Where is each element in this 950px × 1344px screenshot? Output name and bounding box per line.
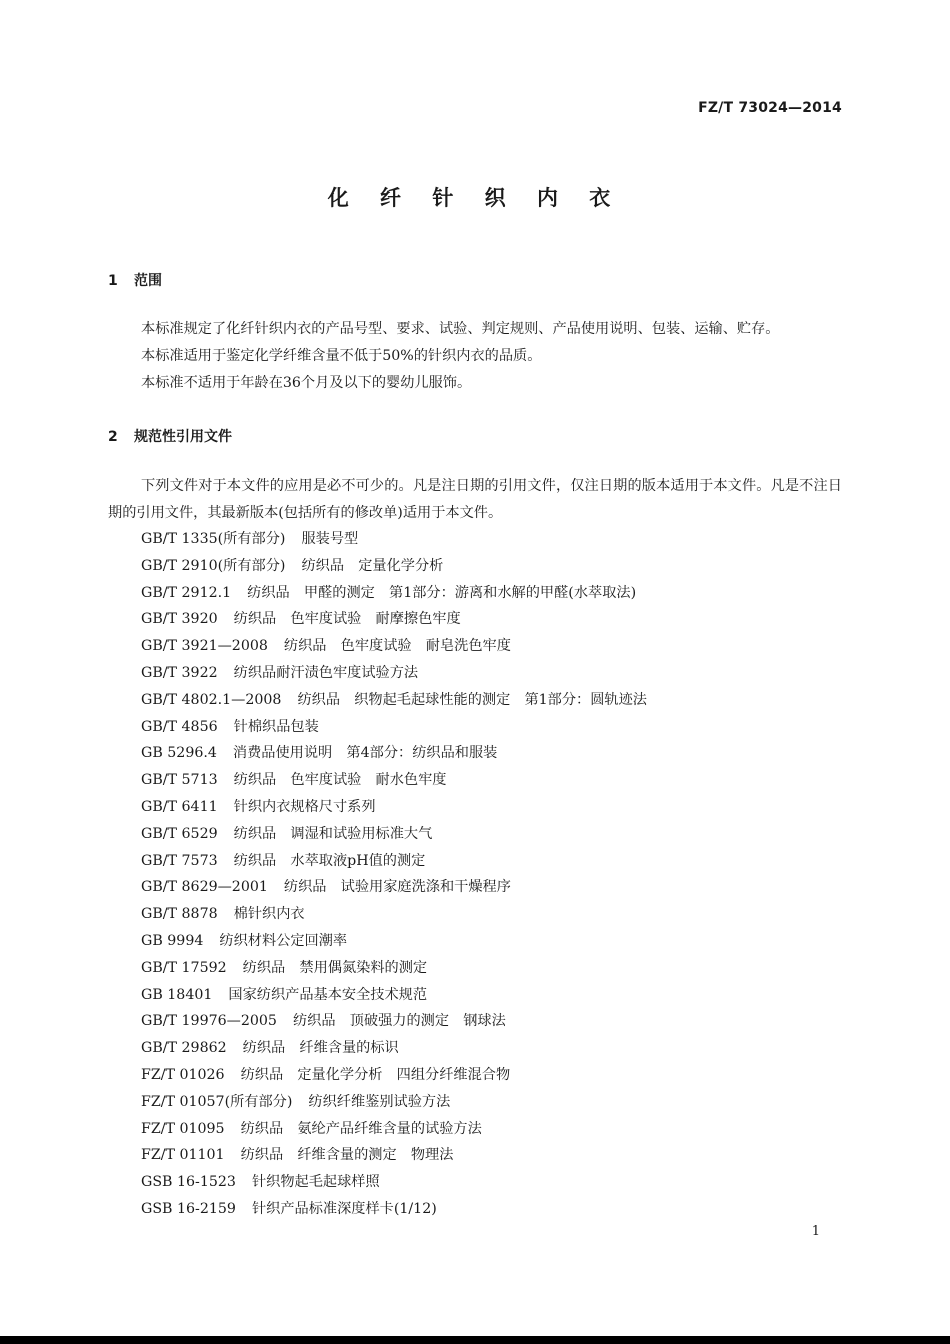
reference-item bbox=[141, 740, 647, 767]
reference-item bbox=[141, 955, 647, 982]
section-1-heading bbox=[108, 270, 162, 290]
reference-item bbox=[141, 848, 647, 875]
references-intro: 下列文件对于本文件的应用是必不可少的。凡是注日期的引用文件，仅注日期的版本适用于本文件。凡是不注日期的引用文件，其最新版本(包括所有的修改单)适用于本文件。 bbox=[108, 478, 842, 521]
reference-title: 纺织品 甲醛的测定 第1部分：游离和水解的甲醛(水萃取法) bbox=[247, 584, 637, 601]
reference-item bbox=[141, 687, 647, 714]
reference-item bbox=[141, 874, 647, 901]
reference-title: 服装号型 bbox=[301, 531, 359, 547]
reference-item bbox=[141, 1116, 647, 1143]
reference-title: 纺织品 试验用家庭洗涤和干燥程序 bbox=[283, 879, 511, 896]
reference-code: FZ/T 01026 bbox=[141, 1066, 225, 1083]
reference-item bbox=[141, 982, 647, 1009]
reference-item bbox=[141, 901, 647, 928]
reference-title: 纺织品 定量化学分析 四组分纤维混合物 bbox=[240, 1066, 511, 1083]
reference-code: FZ/T 01095 bbox=[141, 1120, 225, 1137]
reference-title: 纺织品耐汗渍色牢度试验方法 bbox=[233, 664, 419, 681]
reference-title: 纺织品 水萃取液pH值的测定 bbox=[233, 852, 426, 869]
reference-item bbox=[141, 1035, 647, 1062]
reference-code: GB/T 2912.1 bbox=[141, 584, 232, 601]
reference-item bbox=[141, 1169, 647, 1196]
reference-title: 纺织材料公定回潮率 bbox=[219, 932, 348, 949]
reference-title: 针棉织品包装 bbox=[233, 718, 319, 735]
reference-title: 纺织品 氨纶产品纤维含量的试验方法 bbox=[240, 1120, 482, 1137]
standard-code: FZ/T 73024—2014 bbox=[698, 100, 842, 116]
reference-item bbox=[141, 553, 647, 580]
reference-code: GB/T 19976—2005 bbox=[141, 1013, 277, 1030]
reference-code: GSB 16-1523 bbox=[141, 1174, 236, 1191]
reference-item bbox=[141, 580, 647, 607]
reference-code: GB/T 29862 bbox=[141, 1040, 227, 1057]
reference-title: 纺织品 禁用偶氮染料的测定 bbox=[242, 959, 428, 976]
reference-code: GB 9994 bbox=[141, 932, 204, 949]
reference-item bbox=[141, 1089, 647, 1116]
section-number: 1 bbox=[108, 273, 118, 289]
reference-title: 棉针织内衣 bbox=[233, 906, 305, 923]
reference-title: 针织内衣规格尺寸系列 bbox=[233, 798, 376, 815]
reference-list bbox=[141, 526, 647, 1223]
reference-item bbox=[141, 1142, 647, 1169]
reference-item bbox=[141, 928, 647, 955]
section-number: 2 bbox=[108, 429, 118, 445]
reference-code: GB/T 3921—2008 bbox=[141, 638, 268, 655]
bottom-edge-bar bbox=[0, 1336, 950, 1344]
section-title: 范围 bbox=[134, 273, 162, 289]
reference-code: GB/T 3922 bbox=[141, 664, 218, 681]
reference-code: GB/T 17592 bbox=[141, 959, 227, 976]
reference-code: GSB 16-2159 bbox=[141, 1200, 236, 1217]
reference-title: 纺织品 织物起毛起球性能的测定 第1部分：圆轨迹法 bbox=[297, 691, 647, 708]
reference-title: 纺织品 顶破强力的测定 钢球法 bbox=[292, 1013, 506, 1030]
reference-item bbox=[141, 526, 647, 553]
reference-title: 针织产品标准深度样卡(1/12) bbox=[251, 1200, 437, 1217]
reference-title: 纺织品 纤维含量的测定 物理法 bbox=[240, 1147, 454, 1164]
reference-title: 国家纺织产品基本安全技术规范 bbox=[228, 986, 428, 1003]
reference-code: GB/T 7573 bbox=[141, 852, 218, 869]
reference-item bbox=[141, 660, 647, 687]
reference-code: GB/T 6529 bbox=[141, 825, 218, 842]
section-2-heading bbox=[108, 426, 232, 446]
section-title: 规范性引用文件 bbox=[134, 429, 232, 445]
reference-title: 针织物起毛起球样照 bbox=[251, 1174, 380, 1191]
document-title: 化 纤 针 织 内 衣 bbox=[327, 186, 623, 210]
reference-item bbox=[141, 1062, 647, 1089]
reference-title: 消费品使用说明 第4部分：纺织品和服装 bbox=[232, 745, 498, 762]
reference-title: 纺织品 色牢度试验 耐皂洗色牢度 bbox=[283, 638, 511, 655]
reference-item bbox=[141, 767, 647, 794]
reference-item bbox=[141, 1196, 647, 1223]
reference-title: 纺织纤维鉴别试验方法 bbox=[308, 1093, 451, 1110]
reference-title: 纺织品 调湿和试验用标准大气 bbox=[233, 825, 433, 842]
scope-paragraph: 本标准适用于鉴定化学纤维含量不低于50%的针织内衣的品质。 bbox=[141, 348, 542, 364]
reference-code: GB/T 1335(所有部分) bbox=[141, 531, 286, 547]
reference-title: 纺织品 色牢度试验 耐水色牢度 bbox=[233, 772, 447, 789]
reference-code: GB/T 4802.1—2008 bbox=[141, 691, 282, 708]
page-number: 1 bbox=[811, 1224, 820, 1239]
reference-item bbox=[141, 794, 647, 821]
reference-code: GB 5296.4 bbox=[141, 745, 217, 762]
reference-code: FZ/T 01057(所有部分) bbox=[141, 1093, 293, 1110]
reference-item bbox=[141, 1008, 647, 1035]
reference-code: GB/T 3920 bbox=[141, 611, 218, 628]
reference-item bbox=[141, 633, 647, 660]
reference-code: GB/T 5713 bbox=[141, 772, 218, 789]
reference-code: GB/T 8629—2001 bbox=[141, 879, 268, 896]
reference-title: 纺织品 定量化学分析 bbox=[301, 557, 444, 574]
scope-paragraph: 本标准不适用于年龄在36个月及以下的婴幼儿服饰。 bbox=[141, 375, 472, 391]
reference-code: GB/T 6411 bbox=[141, 798, 218, 815]
reference-item bbox=[141, 714, 647, 741]
reference-code: GB/T 4856 bbox=[141, 718, 218, 735]
reference-code: GB 18401 bbox=[141, 986, 213, 1003]
reference-item bbox=[141, 821, 647, 848]
reference-code: GB/T 8878 bbox=[141, 906, 218, 923]
reference-code: GB/T 2910(所有部分) bbox=[141, 557, 286, 574]
reference-item bbox=[141, 606, 647, 633]
reference-title: 纺织品 色牢度试验 耐摩擦色牢度 bbox=[233, 611, 461, 628]
reference-code: FZ/T 01101 bbox=[141, 1147, 225, 1164]
reference-title: 纺织品 纤维含量的标识 bbox=[242, 1040, 399, 1057]
scope-paragraph: 本标准规定了化纤针织内衣的产品号型、要求、试验、判定规则、产品使用说明、包装、运输、贮存。 bbox=[141, 321, 780, 337]
